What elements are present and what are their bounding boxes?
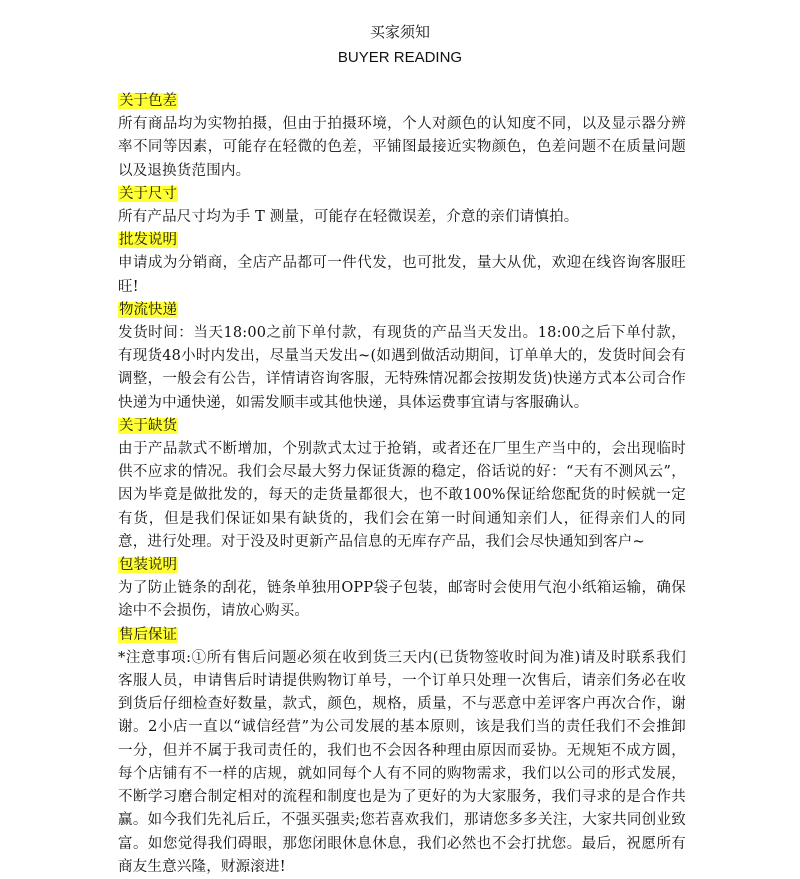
section-body: 为了防止链条的刮花，链条单独用OPP袋子包装，邮寄时会使用气泡小纸箱运输，确保途中不会损伤，请放心购买。 xyxy=(118,580,686,620)
section-body: 申请成为分销商，全店产品都可一件代发，也可批发，量大从优，欢迎在线咨询客服旺旺! xyxy=(118,255,686,295)
section-body: *注意事项:①所有售后问题必须在收到货三天内(已货物签收时间为准)请及时联系我们客服人员，申请售后时请提供购物订单号，一个订单只处理一次售后，请亲们务必在收到货后仔细检查好数量，款式，颜色，规格，质量，不与恶意中差评客户再次合作，谢谢。2小店一直以“诚信经营”为公司发展的基本原则，该是我们当的责任我们不会推卸一分，但并不属于我司责任的，我们也不会因各种理由原因而妥协。无规矩不成方圆，每个店铺有不一样的店规，就如同每个人有不同的购物需求，我们以公司的形式发展，不断学习磨合制定相对的流程和制度也是为了更好的为大家服务，我们寻求的是合作共赢。如今我们先礼后丘，不强买强卖;您若喜欢我们，那请您多多关注，大家共同创业致富。如您觉得我们碍眼，那您闭眼休息休息，我们必然也不会打扰您。最后，祝愿所有商友生意兴隆，财源滚进! xyxy=(118,649,686,875)
section-heading: 售后保证 xyxy=(119,626,177,643)
notice-content xyxy=(118,90,686,879)
section-after-sales xyxy=(118,624,686,879)
section-body: 所有产品尺寸均为手 T 测量，可能存在轻微误差，介意的亲们请慎拍。 xyxy=(118,209,579,226)
section-out-of-stock xyxy=(118,415,686,554)
section-body: 由于产品款式不断增加，个别款式太过于抢销，或者还在厂里生产当中的，会出现临时供不应求的情况。我们会尽最大努力保证货源的稳定，俗话说的好：“天有不测风云”，因为毕竟是做批发的，每天的走货量都很大，也不敢100%保证给您配货的时候就一定有货，但是我们保证如果有缺货的，我们会在第一时间通知亲们人，征得亲们人的同意，进行处理。对于没及时更新产品信息的无库存产品，我们会尽快通知到客户~ xyxy=(118,441,686,550)
section-packaging xyxy=(118,554,686,624)
section-body: 发货时间：当天18:00之前下单付款，有现货的产品当天发出。18:00之后下单付款，有现货48小时内发出，尽量当天发出~(如遇到做活动期间，订单单大的，发货时间会有调整，一般会有公告，详情请咨询客服，无特殊情况都会按期发货)快递方式本公司合作快递为中通快递，如需发顺丰或其他快递，具体运费事宜请与客服确认。 xyxy=(118,325,686,411)
page-title: 买家须知 xyxy=(369,23,430,41)
section-heading: 关于尺寸 xyxy=(119,185,177,202)
section-color-difference xyxy=(118,90,686,183)
section-body: 所有商品均为实物拍摄，但由于拍摄环境，个人对颜色的认知度不同，以及显示器分辨率不同等因素，可能存在轻微的色差，平铺图最接近实物颜色，色差问题不在质量问题以及退换货范围内。 xyxy=(118,116,686,179)
section-heading: 物流快递 xyxy=(119,301,177,318)
section-heading: 批发说明 xyxy=(119,232,177,249)
page-subtitle: BUYER READING xyxy=(337,49,463,66)
section-heading: 关于色差 xyxy=(119,93,177,109)
section-logistics xyxy=(118,299,686,415)
section-wholesale xyxy=(118,229,686,299)
section-heading: 包装说明 xyxy=(119,557,177,574)
section-size xyxy=(118,183,686,229)
section-heading: 关于缺货 xyxy=(119,417,177,434)
